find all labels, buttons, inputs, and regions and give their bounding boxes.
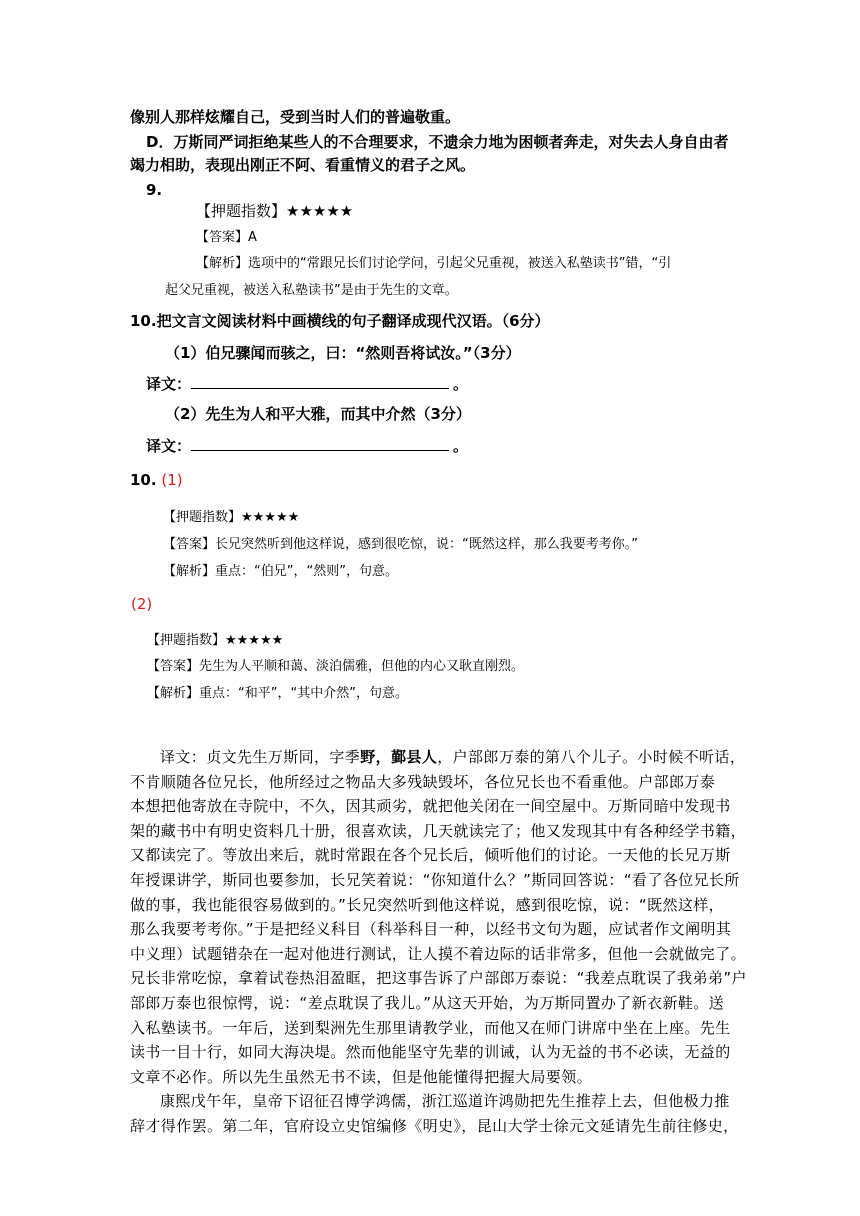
translate-label: 译文：	[146, 375, 192, 393]
translation-line: 读书一目十行，如同大海决堤。然而他能坚守先辈的训诫，认为无益的书不必读，无益的	[130, 1043, 731, 1062]
translation-line: 架的藏书中有明史资料几十册，很喜欢读，几天就读完了；他又发现其中有各种经学书籍，	[130, 821, 747, 840]
answer-blank-1[interactable]	[191, 374, 449, 389]
translation-line: 那么我要考考你。”于是把经义科目（科举科目一种，以经书文句为题，应试者作文阐明其	[130, 920, 732, 939]
q9-analysis-line1: 【解析】选项中的“常跟兄长们讨论学问，引起父兄重视，被送入私塾读书”错，“引	[196, 256, 672, 271]
a10-heading	[130, 470, 183, 490]
translation-line: 译文：贞文先生万斯同，字季野，鄞县人，户部郎万泰的第八个儿子。小时候不听话，	[160, 748, 746, 766]
translation-line: 不肯顺随各位兄长，他所经过之物品大多残缺毁坏，各位兄长也不看重他。户部郎万泰	[130, 772, 716, 791]
option-d-line1: D．万斯同严词拒绝某些人的不合理要求，不遗余力地为困顿者奔走，对失去人身自由者	[146, 133, 729, 151]
a10-part1-mark: (1)	[161, 471, 183, 489]
a10-part2-index: 【押题指数】★★★★★	[147, 633, 284, 648]
translation-line: 年授课讲学，斯同也要参加，长兄笑着说：“你知道什么？”斯同回答说：“看了各位兄长所	[130, 870, 740, 889]
q9-index: 【押题指数】★★★★★	[196, 202, 354, 220]
q10-answer-line-1	[146, 374, 468, 394]
translate-label: 译文：	[146, 437, 192, 455]
translation-line: 康熙戊午年，皇帝下诏征召博学鸿儒，浙江巡道许鸿勋把先生推荐上去，但他极力推	[160, 1092, 730, 1111]
a10-part2-answer: 【答案】先生为人平顺和蔼、淡泊儒雅，但他的内心又耿直刚烈。	[147, 659, 525, 674]
a10-part1-index: 【押题指数】★★★★★	[163, 510, 300, 525]
translation-line: 兄长非常吃惊，拿着试卷热泪盈眶，把这事告诉了户部郎万泰说：“我差点耽误了我弟弟”户	[130, 969, 747, 988]
q9-answer: 【答案】A	[196, 230, 257, 245]
q9-analysis-line2: 起父兄重视，被送入私塾读书”是由于先生的文章。	[165, 283, 458, 298]
option-d-line2: 竭力相助，表现出刚正不阿、看重情义的君子之风。	[130, 156, 476, 174]
translation-line: 辞才得作罢。第二年，官府设立史馆编修《明史》，昆山大学士徐元文延请先生前往修史，	[130, 1116, 739, 1135]
translation-line: 又都读完了。等放出来后，就时常跟在各个兄长后，倾听他们的讨论。一天他的长兄万斯	[130, 846, 731, 865]
translation-line: 本想把他寄放在寺院中，不久，因其顽劣，就把他关闭在一间空屋中。万斯同暗中发现书	[130, 797, 731, 816]
q10-prompt: 10.把文言文阅读材料中画横线的句子翻译成现代汉语。（6分）	[130, 312, 550, 330]
translation-line: 中义理）试题错杂在一起对他进行测试，让人摸不着边际的话非常多，但他一会就做完了。	[130, 944, 747, 963]
a10-part1-analysis: 【解析】重点：“伯兄”，“然则”，句意。	[163, 564, 398, 579]
a10-part2-mark: (2)	[131, 595, 153, 613]
translation-line: 做的事，我也能很容易做到的。”长兄突然听到他这样说，感到很吃惊，说：“既然这样，	[130, 895, 725, 914]
q10-sentence-1: （1）伯兄骤闻而骇之，曰：“然则吾将试汝。”（3分）	[165, 344, 521, 362]
translation-line: 文章不必作。所以先生虽然无书不读，但是他能懂得把握大局要领。	[130, 1067, 593, 1086]
period: 。	[453, 437, 469, 455]
a10-part2-analysis: 【解析】重点：“和平”，“其中介然”，句意。	[147, 686, 408, 701]
option-c-tail: 像别人那样炫耀自己，受到当时人们的普遍敬重。	[130, 108, 461, 126]
period: 。	[453, 375, 469, 393]
q10-sentence-2: （2）先生为人和平大雅，而其中介然（3分）	[165, 405, 471, 423]
translation-line: 入私塾读书。一年后，送到梨洲先生那里请教学业，而他又在师门讲席中坐在上座。先生	[130, 1018, 731, 1037]
a10-number: 10.	[130, 471, 157, 489]
translation-passage	[130, 745, 747, 1139]
answer-blank-2[interactable]	[191, 436, 449, 451]
q10-answer-line-2	[146, 436, 468, 456]
q9-number: 9.	[146, 181, 163, 199]
a10-part1-answer: 【答案】长兄突然听到他这样说，感到很吃惊，说：“既然这样，那么我要考考你。”	[163, 537, 638, 552]
translation-line: 部郎万泰也很惊愕，说：“差点耽误了我儿。”从这天开始，为万斯同置办了新衣新鞋。送	[130, 993, 725, 1012]
